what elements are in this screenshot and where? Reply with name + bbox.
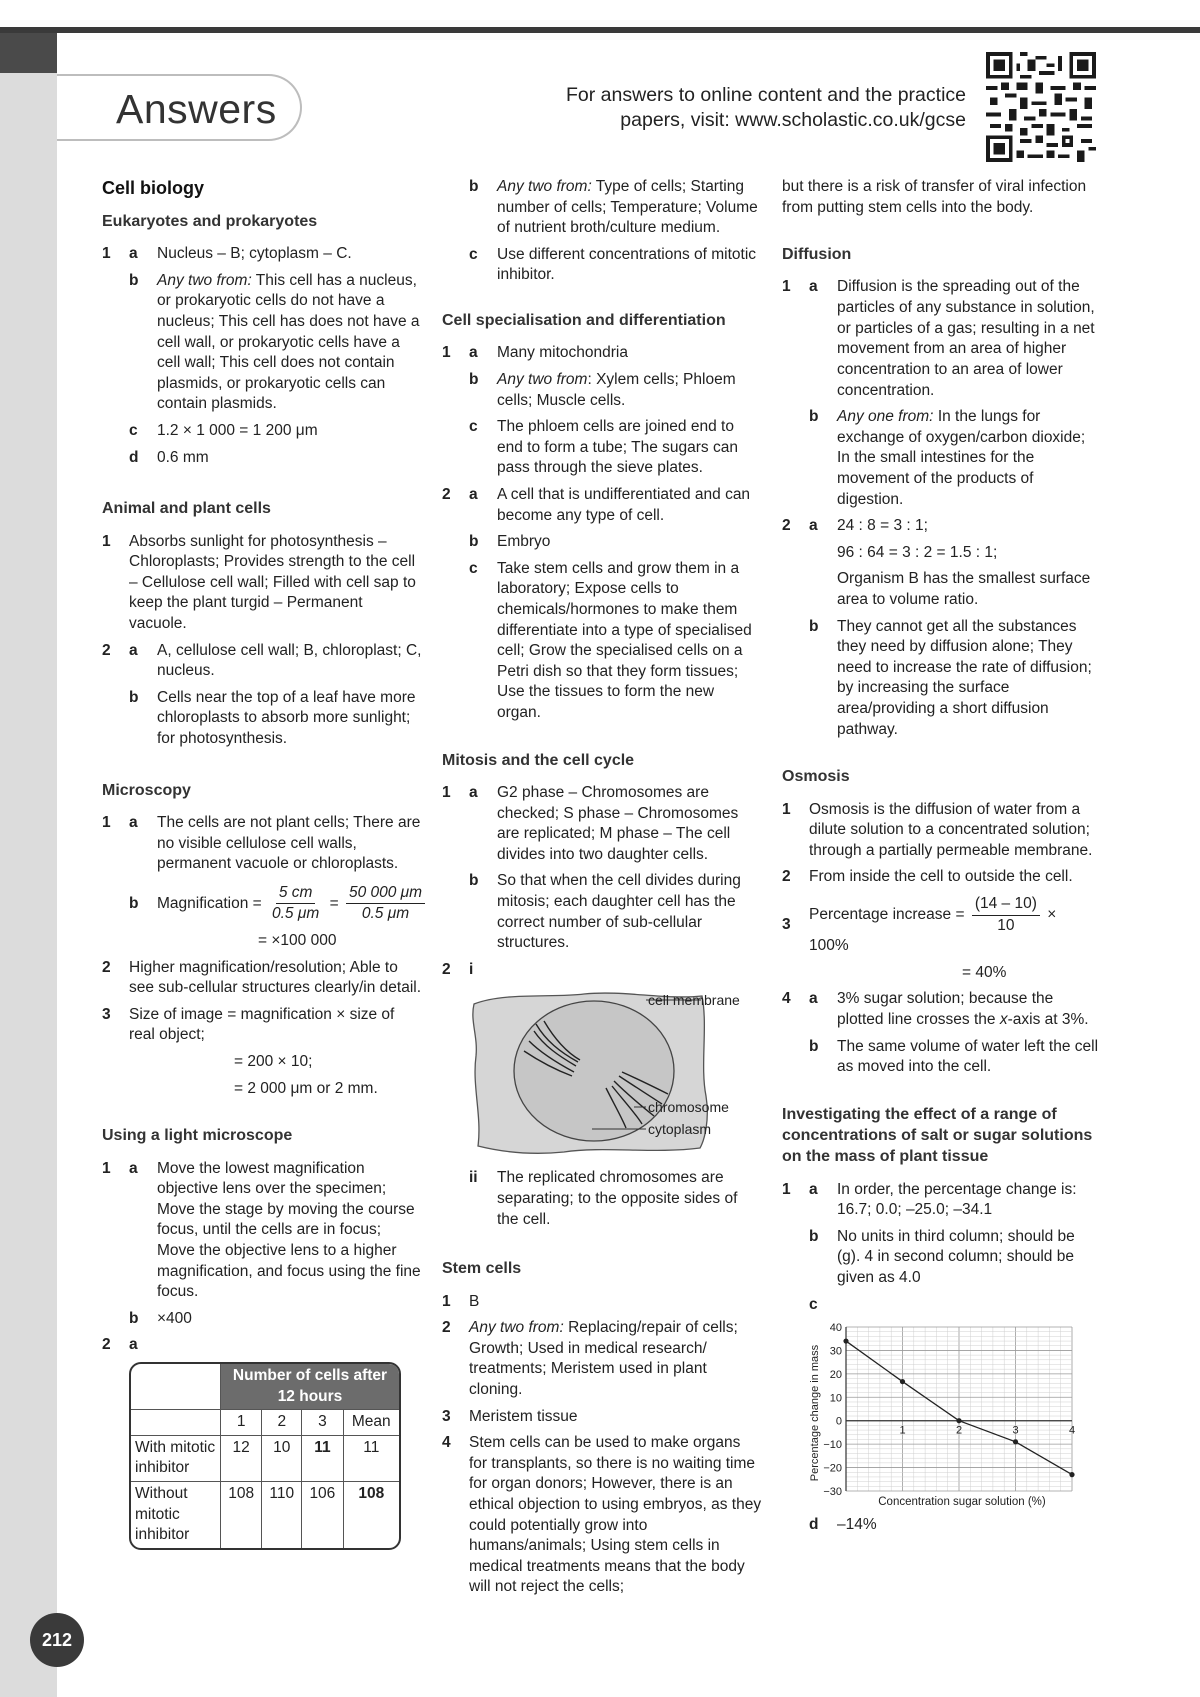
answer-row	[442, 1318, 762, 1400]
q-letter: b	[129, 688, 139, 706]
column-header: 1	[221, 1410, 262, 1436]
answer-row	[782, 867, 1102, 888]
q-number: 2	[102, 958, 111, 976]
q-number: 2	[442, 960, 451, 978]
column-3	[782, 177, 1102, 1556]
answer-text: = 2 000 μm or 2 mm.	[234, 1079, 378, 1097]
answer-body: Replacing/repair of cells; Growth; Used in medical research/ treatments; Meristem used in plant cloning.	[469, 1319, 738, 1398]
answer-row	[782, 963, 1102, 984]
visit-line-1: For answers to online content and the practice	[566, 84, 966, 106]
q-letter: b	[809, 617, 819, 635]
subsection-title: Mitosis and the cell cycle	[442, 751, 635, 769]
answer-row	[782, 989, 1102, 1030]
answer-text: = 200 × 10;	[234, 1053, 313, 1071]
q-number: 1	[782, 800, 791, 818]
answer-body-post: -axis at 3%.	[1007, 1011, 1089, 1029]
answer-text: No units in third column; should be (g). 4 in second column; should be given as 4.0	[837, 1227, 1075, 1287]
table-cell: 106	[302, 1482, 343, 1548]
q-letter: a	[129, 1159, 138, 1177]
q-number: 1	[102, 245, 111, 263]
q-letter: b	[469, 533, 479, 551]
q-number: 3	[782, 916, 791, 934]
answer-text: = ×100 000	[258, 931, 337, 949]
fraction-numerator: 50 000 μm	[346, 883, 425, 905]
answer-row	[782, 569, 1102, 610]
q-letter: c	[469, 559, 478, 577]
answer-body: Type of cells; Starting number of cells; Temperature; Volume of nutrient broth/culture medium.	[497, 178, 758, 237]
table-cell: 10	[262, 1436, 302, 1482]
subsection-title: Microscopy	[102, 781, 191, 799]
answer-text	[837, 407, 1102, 510]
answer-row	[102, 931, 422, 952]
section-heading: Cell biology	[102, 178, 205, 198]
x-tick-label: 4	[1068, 1425, 1076, 1438]
data-point	[1013, 1440, 1018, 1445]
answer-row	[442, 532, 762, 553]
answer-lead: Any two from:	[497, 178, 592, 195]
q-letter: b	[129, 271, 139, 289]
answer-text: Organism B has the smallest surface area to volume ratio.	[837, 570, 1091, 609]
answer-row	[442, 370, 762, 411]
column-1	[102, 177, 422, 1570]
answer-body: In the lungs for exchange of oxygen/carbon dioxide; In the small intestines for the movement of the products of digestion.	[837, 408, 1086, 508]
table-cell: 108	[221, 1482, 262, 1548]
data-point	[956, 1418, 961, 1423]
q-number: 2	[782, 868, 791, 886]
y-axis-label: Percentage change in mass	[809, 1345, 821, 1482]
answer-text: A cell that is undifferentiated and can become any type of cell.	[497, 485, 751, 524]
answer-row	[782, 407, 1102, 510]
answer-text	[157, 1335, 422, 1356]
answer-row	[782, 177, 1102, 218]
answer-row	[442, 245, 762, 286]
visit-notice	[506, 83, 966, 134]
answer-text: Embryo	[497, 533, 551, 551]
percentage-equation	[809, 894, 1102, 957]
y-tick-label: −20	[823, 1462, 842, 1475]
answer-text: 24 : 8 = 3 : 1;	[837, 517, 928, 535]
q-number: 1	[102, 813, 111, 831]
answer-text: 0.6 mm	[157, 448, 209, 466]
q-letter: c	[469, 418, 478, 436]
subsection-title: Diffusion	[782, 246, 852, 264]
subsection-title: Using a light microscope	[102, 1127, 293, 1145]
answer-text	[837, 989, 1102, 1030]
equation-label: Magnification =	[157, 894, 262, 912]
answer-row	[782, 277, 1102, 401]
subsection-title: Cell specialisation and differentiation	[442, 312, 726, 330]
top-rule	[0, 27, 1200, 33]
fraction	[972, 894, 1040, 936]
answer-text: but there is a risk of transfer of viral infection from putting stem cells into the body.	[782, 178, 1087, 216]
q-letter: a	[809, 990, 818, 1008]
chart-grid	[846, 1327, 1072, 1491]
microscopy-section	[102, 780, 422, 1100]
answer-lead: Any two from	[497, 370, 588, 388]
answer-row	[782, 1037, 1102, 1078]
osmosis-section	[782, 766, 1102, 1078]
row-label: Without mitotic inhibitor	[131, 1482, 221, 1548]
table-cell: 11	[344, 1436, 399, 1482]
answer-row	[782, 617, 1102, 741]
q-number: 4	[782, 990, 791, 1008]
q-letter: c	[809, 1295, 818, 1313]
fraction-1	[269, 883, 322, 925]
nucleus-outline	[514, 1001, 674, 1141]
q-letter: d	[809, 1516, 819, 1534]
answer-row	[102, 271, 422, 415]
y-tick-label: 30	[829, 1345, 842, 1358]
empty-cell	[131, 1364, 221, 1410]
q-number: 2	[442, 485, 451, 503]
subsection-title: Eukaryotes and prokaryotes	[102, 212, 318, 230]
q-letter: b	[469, 370, 479, 388]
answer-row	[102, 1079, 422, 1100]
answer-text	[497, 177, 762, 239]
q-letter: b	[469, 872, 479, 890]
q-number: 1	[102, 532, 111, 550]
label-cell-membrane: cell membrane	[648, 992, 740, 1009]
answer-axis-name: x	[999, 1011, 1008, 1029]
x-tick-label: 3	[1012, 1425, 1019, 1438]
answer-row	[782, 543, 1102, 564]
q-letter: a	[809, 1180, 818, 1198]
subsection-title: Stem cells	[442, 1260, 522, 1278]
answer-text: The replicated chromosomes are separating; to the opposite sides of the cell.	[497, 1169, 738, 1228]
answer-row	[442, 1407, 762, 1428]
answer-row	[442, 1292, 762, 1313]
answer-text: B	[469, 1292, 480, 1310]
q-letter: a	[129, 245, 138, 263]
data-point	[1069, 1472, 1074, 1477]
q-number: 4	[442, 1434, 451, 1452]
answer-row	[102, 1309, 422, 1330]
q-letter: b	[809, 1037, 819, 1055]
fraction-numerator: 5 cm	[276, 883, 316, 905]
answer-row	[102, 421, 422, 442]
answer-text: = 40%	[962, 963, 1007, 981]
answer-text: Nucleus – B; cytoplasm – C.	[157, 245, 352, 263]
answer-text: From inside the cell to outside the cell.	[809, 868, 1073, 886]
q-number: 1	[782, 278, 791, 296]
q-letter: a	[469, 783, 478, 801]
answer-text: Take stem cells and grow them in a laboratory; Expose cells to chemicals/hormones to make them differentiate into a type of specialised cell; Grow the specialised cells on a Petri dish so that they form tissues; Use the tissues to form the new organ.	[497, 559, 752, 722]
answer-text: Use different concentrations of mitotic inhibitor.	[497, 245, 757, 284]
equation-label: Percentage increase =	[809, 906, 965, 924]
equation-continuation: 100%	[809, 937, 849, 955]
mass-change-chart	[782, 1315, 1082, 1511]
q-letter: a	[809, 278, 818, 296]
left-margin-band	[0, 33, 57, 1697]
answer-row	[102, 448, 422, 469]
cell-diagram	[464, 986, 762, 1158]
answer-row	[782, 800, 1102, 862]
answer-row	[102, 244, 422, 265]
equals-sign: =	[329, 894, 339, 912]
column-2	[442, 177, 762, 1618]
answer-lead: Any two from:	[469, 1319, 564, 1337]
answer-row	[102, 1335, 422, 1356]
column-header: 2	[262, 1410, 302, 1436]
q-number: 1	[442, 1292, 451, 1310]
y-tick-label: −30	[823, 1486, 842, 1499]
answer-text: –14%	[837, 1516, 877, 1534]
answer-row	[102, 532, 422, 635]
q-letter: a	[469, 344, 478, 362]
answer-body: This cell has a nucleus, or prokaryotic cells do not have a nucleus; This cell has does not have a cell wall, or prokaryotic cells have a cell wall; This cell does not contain plasmids, or prokaryotic cells can contain plasmids.	[157, 271, 420, 413]
answer-row	[102, 688, 422, 750]
results-table	[129, 1362, 401, 1550]
answer-text	[157, 271, 422, 415]
answer-text: Diffusion is the spreading out of the particles of any substance in solution, or particles of a gas; resulting in a net movement from an area of higher concentration to an area of lower concentration.	[837, 278, 1095, 399]
answer-body: : Xylem cells; Phloem cells; Muscle cells.	[497, 370, 736, 409]
y-tick-label: 0	[835, 1416, 842, 1429]
table-header: Number of cells after 12 hours	[221, 1364, 399, 1410]
table-cell: 12	[221, 1436, 262, 1482]
q-letter: a	[129, 1336, 138, 1354]
answer-text: Higher magnification/resolution; Able to see sub-cellular structures clearly/in detail.	[129, 958, 422, 997]
q-number: 2	[102, 1336, 111, 1354]
answer-text: Size of image = magnification × size of real object;	[129, 1005, 395, 1044]
answer-row	[442, 559, 762, 724]
subsection-title: Osmosis	[782, 768, 850, 786]
answer-row	[782, 1295, 1102, 1316]
q-letter: b	[809, 1227, 819, 1245]
light-microscope-section	[102, 1125, 422, 1550]
answer-text: In order, the percentage change is: 16.7; 0.0; –25.0; –34.1	[837, 1180, 1077, 1219]
answer-text: 96 : 64 = 3 : 2 = 1.5 : 1;	[837, 543, 998, 561]
left-margin-tab	[0, 33, 57, 73]
answer-text: Stem cells can be used to make organs for transplants, so there is no waiting time for organ donors; However, there is an ethical objection to using embryos, as they could potentially grow into humans/animals; Using stem cells in medical treatments means that the body will not reject the cells;	[469, 1434, 762, 1596]
label-chromosome: chromosome	[648, 1099, 729, 1116]
answer-text: They cannot get all the substances they need by diffusion alone; They need to increase the rate of diffusion; by increasing the surface area/providing a short diffusion pathway.	[837, 617, 1092, 738]
answer-text: Many mitochondria	[497, 344, 628, 362]
table-cell: 11	[302, 1436, 343, 1482]
column-header: Mean	[344, 1410, 399, 1436]
answer-row	[102, 1159, 422, 1303]
answer-row	[442, 343, 762, 364]
continued-answers	[442, 177, 762, 286]
q-letter: b	[129, 894, 139, 912]
answer-row	[782, 894, 1102, 957]
q-number: 1	[442, 344, 451, 362]
q-number: 1	[782, 1180, 791, 1198]
page-number-badge: 212	[30, 1613, 84, 1667]
answer-lead: Any one from:	[837, 408, 934, 426]
x-tick-label: 1	[899, 1425, 906, 1438]
q-letter: c	[129, 422, 138, 440]
row-label: With mitotic inhibitor	[131, 1436, 221, 1482]
answer-text: 1.2 × 1 000 = 1 200 μm	[157, 422, 318, 440]
answer-row	[102, 958, 422, 999]
q-letter: a	[809, 517, 818, 535]
answer-row	[102, 1052, 422, 1073]
q-number: 2	[442, 1319, 451, 1337]
magnification-equation	[157, 883, 428, 925]
label-cytoplasm: cytoplasm	[648, 1121, 712, 1138]
q-number: 3	[442, 1407, 451, 1425]
answer-text: The phloem cells are joined end to end to form a tube; The sugars can pass through the sieve plates.	[497, 418, 738, 477]
mitosis-section	[442, 750, 762, 1231]
answer-row	[102, 641, 422, 682]
table-row	[131, 1482, 399, 1548]
y-tick-label: −10	[823, 1439, 842, 1452]
fraction-denominator: 0.5 μm	[361, 905, 410, 923]
answer-row	[102, 883, 422, 925]
q-letter: c	[469, 245, 478, 263]
y-tick-labels	[823, 1322, 842, 1498]
table-row	[131, 1436, 399, 1482]
table-header-row	[131, 1364, 399, 1410]
y-tick-label: 40	[829, 1322, 842, 1335]
answer-text	[469, 1318, 762, 1400]
q-number: 3	[102, 1005, 111, 1023]
q-letter: a	[129, 641, 138, 659]
animal-plant-section	[102, 498, 422, 749]
y-tick-label: 20	[829, 1369, 842, 1382]
answer-text: ×400	[157, 1309, 192, 1327]
q-letter: d	[129, 448, 139, 466]
q-number: 1	[102, 1159, 111, 1177]
answer-row	[782, 1180, 1102, 1221]
q-letter: b	[129, 1309, 139, 1327]
x-tick-label: 2	[955, 1425, 963, 1438]
data-point	[900, 1379, 905, 1384]
answer-row	[442, 177, 762, 239]
answer-row	[102, 813, 422, 875]
q-letter: b	[469, 178, 479, 195]
q-letter: a	[129, 813, 138, 831]
answer-text	[497, 370, 762, 411]
answer-row	[442, 485, 762, 526]
subsection-title: Investigating the effect of a range of concentrations of salt or sugar solutions on the mass of plant tissue	[782, 1105, 1093, 1166]
times-sign: ×	[1047, 906, 1057, 924]
answer-row	[442, 1168, 762, 1230]
y-tick-label: 10	[829, 1392, 842, 1405]
fraction-denominator: 10	[997, 916, 1015, 934]
q-number: 1	[442, 783, 451, 801]
data-point	[843, 1339, 848, 1344]
answer-text: So that when the cell divides during mitosis; each daughter cell has the correct number of sub-cellular structures.	[497, 872, 741, 952]
answer-text: A, cellulose cell wall; B, chloroplast; C, nucleus.	[157, 641, 422, 680]
answer-row	[782, 1227, 1102, 1289]
answer-row	[782, 516, 1102, 537]
qr-code-icon[interactable]	[986, 52, 1096, 162]
table-cell: 110	[262, 1482, 302, 1548]
answer-row	[102, 1005, 422, 1046]
answer-text: Absorbs sunlight for photosynthesis – Chloroplasts; Provides strength to the cell – Cellulose cell wall; Filled with cell sap to keep the plant turgid – Permanent vacuole.	[129, 532, 416, 632]
specialisation-section	[442, 310, 762, 724]
continued-text	[782, 177, 1102, 218]
column-header: 3	[302, 1410, 343, 1436]
answer-row	[442, 871, 762, 953]
eukaryotes-section	[102, 211, 422, 468]
diffusion-section	[782, 244, 1102, 740]
answer-row	[782, 1515, 1102, 1536]
answer-text: The same volume of water left the cell as moved into the cell.	[837, 1037, 1099, 1076]
page-title: Answers	[116, 86, 277, 132]
answer-text: Move the lowest magnification objective lens over the specimen; Move the stage by moving the course focus, until the cells are in focus; Move the objective lens to a higher magnification, and focus using the fine focus.	[157, 1159, 421, 1301]
answer-row	[442, 417, 762, 479]
q-letter: a	[469, 485, 478, 503]
q-letter: i	[469, 960, 474, 978]
answer-text: Osmosis is the diffusion of water from a dilute solution to a concentrated solution; through a partially permeable membrane.	[809, 800, 1093, 859]
empty-cell	[131, 1410, 221, 1436]
subsection-title: Animal and plant cells	[102, 500, 271, 518]
answer-row	[442, 783, 762, 865]
table-wrapper	[102, 1362, 422, 1550]
answer-text: Cells near the top of a leaf have more chloroplasts to absorb more sunlight; for photosynthesis.	[157, 688, 416, 748]
fraction-2	[346, 883, 425, 925]
answer-row	[442, 1433, 762, 1598]
fraction-denominator: 0.5 μm	[272, 905, 320, 923]
q-number: 2	[102, 641, 111, 659]
fraction-numerator: (14 – 10)	[972, 894, 1040, 916]
answer-text: The cells are not plant cells; There are no visible cellulose cell walls, permanent vacuole or chloroplasts.	[157, 813, 421, 873]
q-letter: ii	[469, 1169, 478, 1187]
q-number: 2	[782, 517, 791, 535]
table-cell: 108	[358, 1485, 385, 1503]
answer-lead: Any two from:	[157, 271, 252, 289]
answer-row	[442, 960, 762, 981]
stem-cells-section	[442, 1258, 762, 1598]
answer-text: Meristem tissue	[469, 1407, 578, 1425]
visit-line-2: papers, visit: www.scholastic.co.uk/gcse	[620, 109, 966, 132]
investigating-section	[782, 1104, 1102, 1536]
answer-text: G2 phase – Chromosomes are checked; S phase – Chromosomes are replicated; M phase – The cell divides into two daughter cells.	[497, 783, 739, 863]
x-axis-label: Concentration sugar solution (%)	[878, 1496, 1046, 1509]
answer-body-pre: 3% sugar solution; because the plotted line crosses the	[837, 990, 1054, 1029]
table-column-row	[131, 1410, 399, 1436]
q-letter: b	[809, 408, 819, 426]
